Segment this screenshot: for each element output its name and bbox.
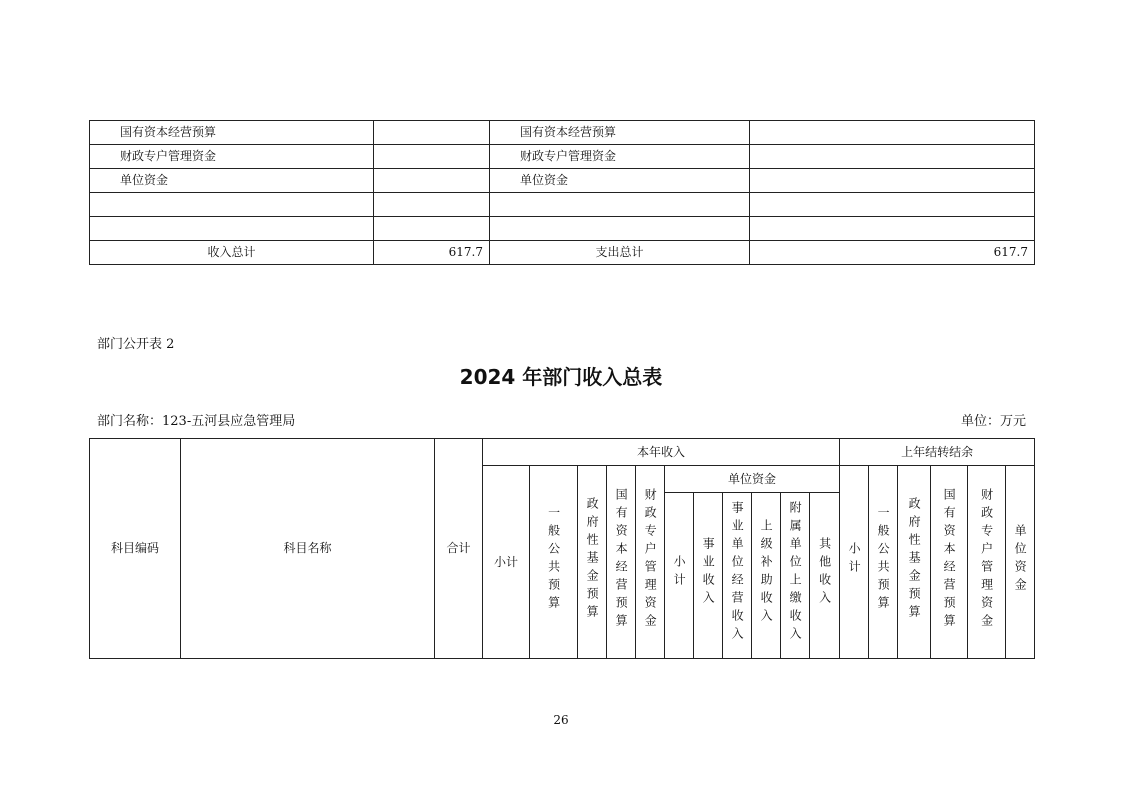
header-unit-funds: 单位资金: [665, 466, 840, 493]
department-income-table: [89, 438, 1035, 659]
header-current-income: 本年收入: [483, 439, 840, 466]
table-row: [90, 145, 1035, 169]
header-prev-unit-funds: 单位资金: [1006, 466, 1035, 659]
header-current-subtotal: 小计: [483, 466, 530, 659]
header-unit-superior: 上级补助收入: [752, 493, 781, 659]
left-label: 财政专户管理资金: [90, 145, 374, 169]
table-row: [90, 217, 1035, 241]
table-number: 部门公开表 2: [97, 337, 175, 352]
page-title: 2024 年部门收入总表: [459, 365, 663, 389]
left-value: [374, 145, 490, 169]
right-value: [750, 217, 1035, 241]
income-total-label: 收入总计: [90, 241, 374, 265]
header-prev-fiscal-special: 财政专户管理资金: [968, 466, 1006, 659]
header-current-fiscal-special: 财政专户管理资金: [636, 466, 665, 659]
header-current-state-capital: 国有资本经营预算: [607, 466, 636, 659]
table-row: [90, 121, 1035, 145]
right-value: [750, 145, 1035, 169]
expense-total-label: 支出总计: [490, 241, 750, 265]
department-name: 部门名称：123-五河县应急管理局: [97, 414, 296, 429]
header-prev-subtotal: 小计: [840, 466, 869, 659]
right-label: [490, 193, 750, 217]
right-label: 单位资金: [490, 169, 750, 193]
right-value: [750, 121, 1035, 145]
left-label: 国有资本经营预算: [90, 121, 374, 145]
right-value: [750, 193, 1035, 217]
header-unit-business: 事业收入: [694, 493, 723, 659]
header-unit-subtotal: 小计: [665, 493, 694, 659]
table-row: [90, 169, 1035, 193]
left-label: [90, 217, 374, 241]
header-unit-operating: 事业单位经营收入: [723, 493, 752, 659]
table-row: [90, 193, 1035, 217]
header-prev-state-capital: 国有资本经营预算: [931, 466, 968, 659]
header-prev-fund: 政府性基金预算: [898, 466, 931, 659]
left-label: 单位资金: [90, 169, 374, 193]
header-subject-code: 科目编码: [90, 439, 181, 659]
right-value: [750, 169, 1035, 193]
right-label: 财政专户管理资金: [490, 145, 750, 169]
header-unit-other: 其他收入: [810, 493, 840, 659]
header-unit-affiliated: 附属单位上缴收入: [781, 493, 810, 659]
total-row: [90, 241, 1035, 265]
left-value: [374, 169, 490, 193]
income-expense-summary-table: [89, 120, 1035, 265]
header-current-general: 一般公共预算: [530, 466, 578, 659]
unit-label: 单位：万元: [960, 414, 1026, 429]
header-current-fund: 政府性基金预算: [578, 466, 607, 659]
right-label: 国有资本经营预算: [490, 121, 750, 145]
left-value: [374, 217, 490, 241]
income-total-value: 617.7: [374, 241, 490, 265]
page-number: 26: [553, 713, 569, 727]
header-subject-name: 科目名称: [181, 439, 435, 659]
left-value: [374, 121, 490, 145]
header-prev-carryover: 上年结转结余: [840, 439, 1035, 466]
expense-total-value: 617.7: [750, 241, 1035, 265]
left-label: [90, 193, 374, 217]
left-value: [374, 193, 490, 217]
header-total: 合计: [435, 439, 483, 659]
header-prev-general: 一般公共预算: [869, 466, 898, 659]
right-label: [490, 217, 750, 241]
